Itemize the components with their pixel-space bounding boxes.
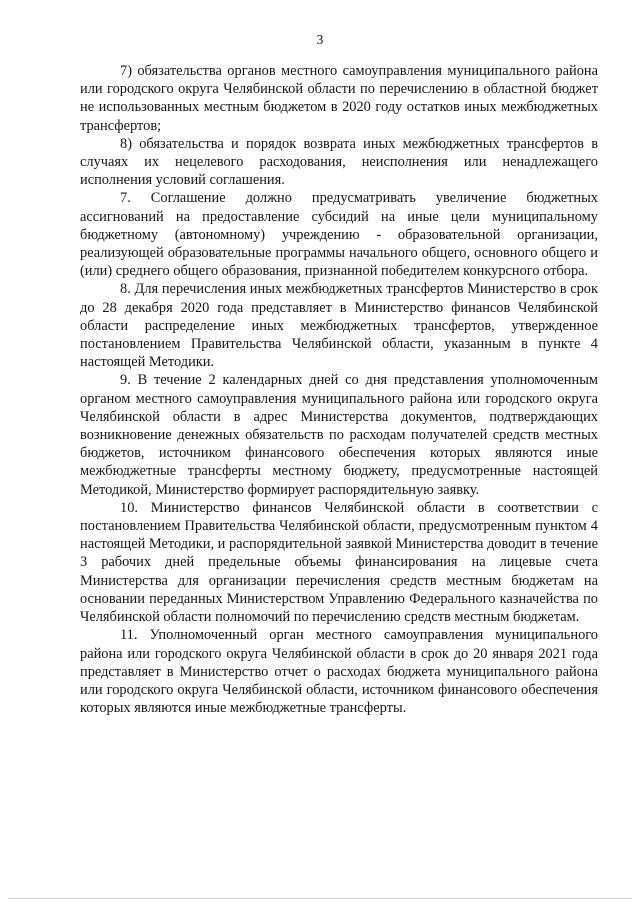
paragraph-7-agreement: 7. Соглашение должно предусматривать увеличение бюджетных ассигнований на предоставление субсидий на иные цели муниципальному бюджетному (автономному) учреждению - образовательной организации, реализующей образовательные программы начального общего, основного общего и (или) среднего общего образования, признанной победителем конкурсного отбора. bbox=[80, 190, 598, 280]
paragraph-9-request-formation: 9. В течение 2 календарных дней со дня представления уполномоченным органом местного самоуправления муниципального района или городского округа Челябинской области в адрес Министерства документов, подтверждающих возникновение денежных обязательств по расходам получателей средств местных бюджетов, источником финансового обеспечения которых являются иные межбюджетные трансферты местному бюджету, предусмотренные настоящей Методикой, Министерство формирует распорядительную заявку. bbox=[80, 372, 598, 498]
paragraph-11-report: 11. Уполномоченный орган местного самоуправления муниципального района или городского округа Челябинской области в срок до 20 января 2021 года представляет в Министерство отчет о расходах бюджета муниципального района или городского округа Челябинской области, источником финансового обеспечения которых являются иные межбюджетные трансферты. bbox=[80, 627, 598, 717]
paragraph-item-7-obligations-return: 7) обязательства органов местного самоуправления муниципального района или городского округа Челябинской области по перечислению в областной бюджет не использованных местным бюджетом в 2020 году остатков иных межбюджетных трансфертов; bbox=[80, 63, 598, 134]
paragraph-10-ministry-of-finance: 10. Министерство финансов Челябинской области в соответствии с постановлением Правительства Челябинской области, предусмотренным пунктом 4 настоящей Методики, и распорядительной заявкой Министерства доводит в течение 3 рабочих дней предельные объемы финансирования на лицевые счета Министерства для организации перечисления средств местным бюджетам на основании переданных Министерством Управлению Федерального казначейства по Челябинской области полномочий по перечислению средств местным бюджетам. bbox=[80, 499, 598, 626]
document-body bbox=[80, 62, 598, 717]
paragraph-8-transfer-distribution: 8. Для перечисления иных межбюджетных трансфертов Министерство в срок до 28 декабря 2020 года представляет в Министерство финансов Челябинской области распределение иных межбюджетных трансфертов, утвержденное постановлением Правительства Челябинской области, указанным в пункте 4 настоящей Методики. bbox=[80, 281, 598, 371]
page-number: 3 bbox=[316, 32, 324, 47]
page-bottom-edge bbox=[8, 898, 632, 899]
paragraph-item-8-refund-procedure: 8) обязательства и порядок возврата иных межбюджетных трансфертов в случаях их нецелевого расходования, неисполнения или ненадлежащего исполнения условий соглашения. bbox=[80, 135, 598, 189]
